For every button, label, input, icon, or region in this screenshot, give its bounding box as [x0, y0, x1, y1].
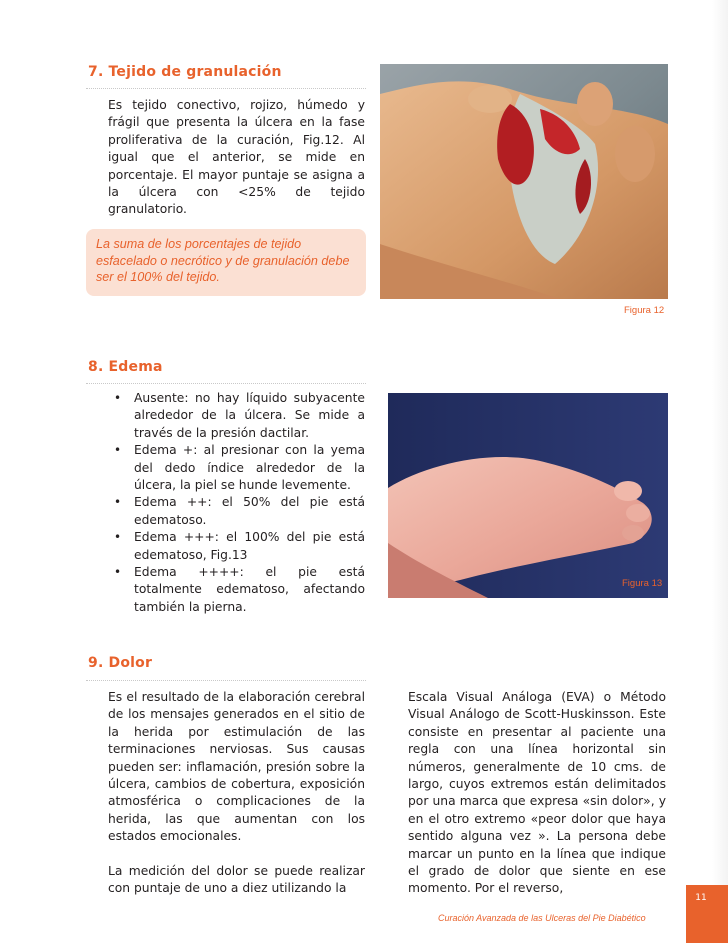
highlight-note: La suma de los porcentajes de tejido esfacelado o necrótico y de granulación debe ser el 100% del tejido. [86, 229, 366, 296]
section-9-right-column: Escala Visual Análoga (EVA) o Método Visual Análogo de Scott-Huskinsson. Este consiste en presentar al paciente una regla con una línea horizontal sin números, generalmente de 10 cms. de largo, cuyos extremos están delimitados por una marca que expresa «sin dolor», y en el otro extremo «peor dolor que haya sentido alguna vez ». La persona debe marcar un punto en la línea que indique el grado de dolor que siente en ese momento. Por el reverso, [408, 690, 666, 896]
figure-13-illustration [388, 393, 668, 598]
edema-item-1: • Edema +: al presionar con la yema del dedo índice alrededor de la úlcera, la piel se hunde levemente. [114, 443, 365, 493]
edema-item-3: • Edema +++: el 100% del pie está edematoso, Fig.13 [114, 530, 365, 562]
figure-12-caption: Figura 12 [624, 305, 665, 316]
figure-12-illustration [380, 64, 668, 299]
section-9-heading: 9. Dolor [88, 655, 153, 671]
dolor-paragraph-1: Es el resultado de la elaboración cerebral de los mensajes generados en el sitio de la herida por estimulación de las terminaciones nerviosas. Sus causas pueden ser: inflamación, presión sobre la úlcera, cambios de cobertura, exposición atmosférica o complicaciones de la herida, las que aumentan con los estados emocionales. [108, 690, 365, 844]
page-edge-shade [712, 0, 728, 943]
dolor-paragraph-2: La medición del dolor se puede realizar con puntaje de uno a diez utilizando la [108, 863, 365, 896]
figure-13-image [388, 393, 668, 598]
figure-12-image [380, 64, 668, 299]
running-footer: Curación Avanzada de las Ulceras del Pie Diabético [438, 913, 646, 923]
section-7-heading: 7. Tejido de granulación [88, 64, 282, 80]
section-9-left-column [108, 689, 365, 914]
edema-item-4: • Edema ++++: el pie está totalmente edematoso, afectando también la pierna. [114, 565, 365, 614]
edema-item-text: Edema +++: el 100% del pie está edematoso, Fig.13 [134, 530, 365, 562]
section-8-list [108, 390, 365, 616]
page-number: 11 [695, 893, 707, 903]
figure-13-caption: Figura 13 [622, 578, 663, 589]
section-7-body: Es tejido conectivo, rojizo, húmedo y frágil que presenta la úlcera en la fase proliferativa de la curación, Fig.12. Al igual que el anterior, se mide en porcentaje. El mayor puntaje se asigna a la úlcera con <25% de tejido granulatorio. [108, 98, 365, 217]
edema-item-ausente: • Ausente: no hay líquido subyacente alrededor de la úlcera. Se mide a través de la presión dactilar. [114, 391, 365, 440]
edema-item-text: Edema ++: el 50% del pie está edematoso. [134, 495, 365, 527]
section-8-rule [86, 383, 366, 384]
edema-item-2: • Edema ++: el 50% del pie está edematoso. [114, 495, 365, 527]
edema-item-text: Ausente: no hay líquido subyacente alrededor de la úlcera. Se mide a través de la presión dactilar. [134, 391, 365, 440]
section-8-heading: 8. Edema [88, 359, 163, 375]
edema-item-text: Edema +: al presionar con la yema del dedo índice alrededor de la úlcera, la piel se hunde levemente. [134, 443, 365, 493]
section-9-rule [86, 680, 366, 681]
section-7-rule [86, 88, 366, 89]
edema-item-text: Edema ++++: el pie está totalmente edematoso, afectando también la pierna. [134, 565, 365, 614]
